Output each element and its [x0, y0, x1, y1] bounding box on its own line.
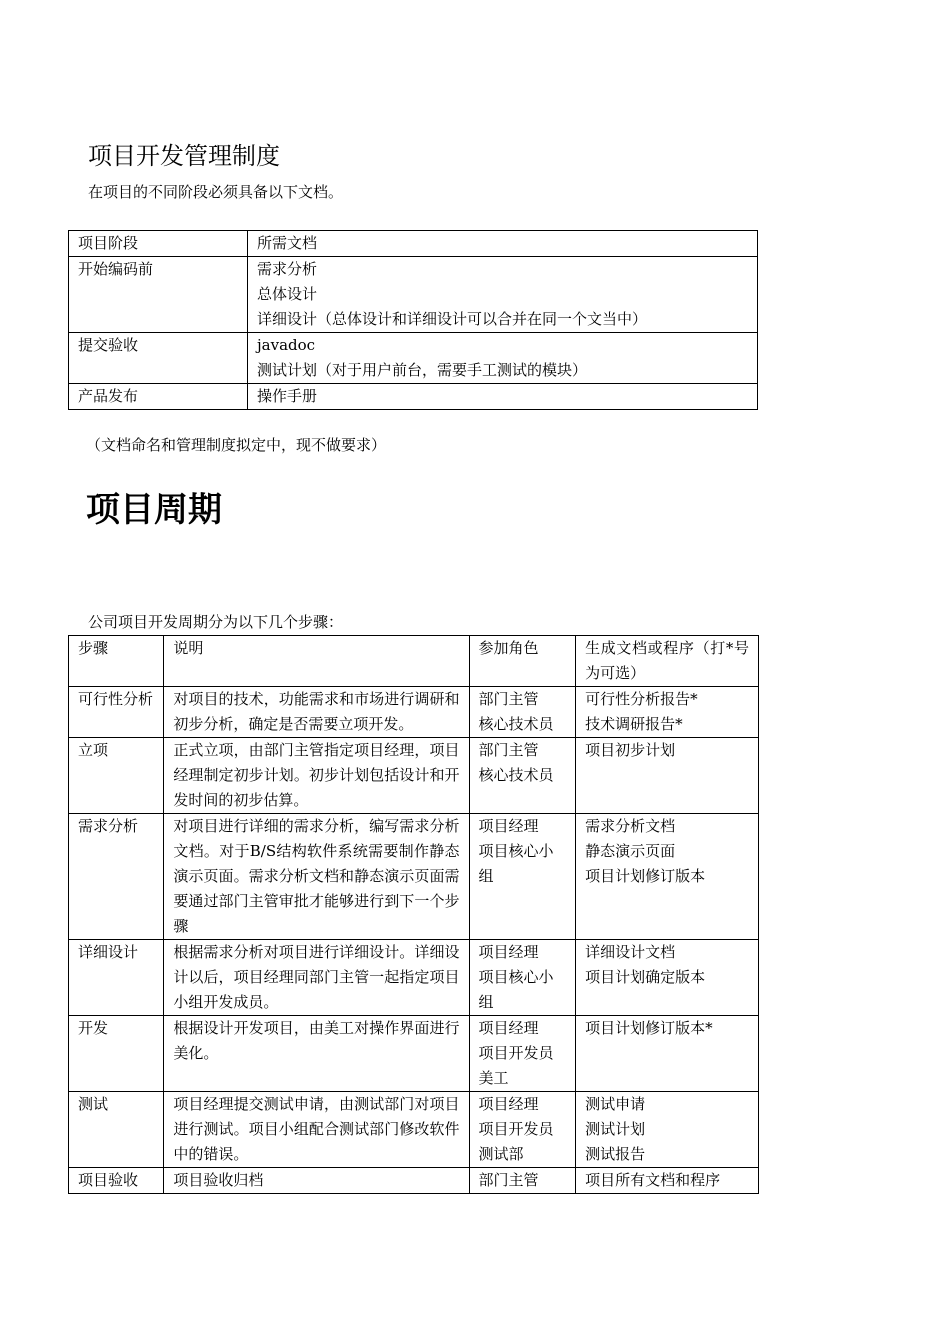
output-item: 项目计划确定版本 — [585, 968, 706, 986]
roles-cell — [469, 1016, 576, 1092]
role-item: 项目开发员 — [478, 1120, 554, 1138]
outputs-cell — [576, 1016, 759, 1092]
output-item: 技术调研报告* — [585, 715, 683, 733]
stage-cell: 产品发布 — [69, 384, 248, 410]
outputs-cell — [576, 940, 759, 1016]
step-cell: 立项 — [69, 738, 164, 814]
header-stage: 项目阶段 — [69, 231, 248, 257]
role-item: 项目经理 — [478, 943, 539, 961]
roles-cell — [469, 940, 576, 1016]
step-cell: 详细设计 — [69, 940, 164, 1016]
table-row — [69, 738, 759, 814]
description-cell: 根据需求分析对项目进行详细设计。详细设计以后，项目经理同部门主管一起指定项目小组开发成员。 — [164, 940, 469, 1016]
stage-cell: 开始编码前 — [69, 257, 248, 333]
section-title: 项目周期 — [86, 490, 222, 530]
role-item: 项目经理 — [478, 1019, 539, 1037]
stage-cell: 提交验收 — [69, 333, 248, 384]
table-header-row — [69, 636, 759, 687]
doc-item: javadoc — [257, 336, 316, 354]
header-roles: 参加角色 — [469, 636, 576, 687]
role-item: 项目核心小组 — [478, 842, 554, 885]
role-item: 美工 — [478, 1069, 509, 1087]
roles-cell — [469, 738, 576, 814]
output-item: 项目所有文档和程序 — [585, 1171, 721, 1189]
description-cell: 对项目进行详细的需求分析，编写需求分析文档。对于B/S结构软件系统需要制作静态演示页面。需求分析文档和静态演示页面需要通过部门主管审批才能够进行到下一个步骤 — [164, 814, 469, 940]
table-header-row — [69, 231, 758, 257]
intro-text: 在项目的不同阶段必须具备以下文档。 — [88, 183, 344, 201]
output-item: 测试申请 — [585, 1095, 646, 1113]
role-item: 部门主管 — [478, 690, 539, 708]
doc-item: 测试计划（对于用户前台，需要手工测试的模块） — [257, 361, 588, 379]
outputs-cell — [576, 687, 759, 738]
docs-cell — [248, 384, 758, 410]
output-item: 详细设计文档 — [585, 943, 676, 961]
doc-item: 操作手册 — [257, 387, 318, 405]
docs-cell — [248, 257, 758, 333]
description-cell: 根据设计开发项目，由美工对操作界面进行美化。 — [164, 1016, 469, 1092]
description-cell: 对项目的技术，功能需求和市场进行调研和初步分析，确定是否需要立项开发。 — [164, 687, 469, 738]
table-row — [69, 1016, 759, 1092]
role-item: 部门主管 — [478, 741, 539, 759]
description-cell: 项目验收归档 — [164, 1168, 469, 1194]
role-item: 项目开发员 — [478, 1044, 554, 1062]
output-item: 项目计划修订版本* — [585, 1019, 713, 1037]
role-item: 核心技术员 — [478, 715, 554, 733]
output-item: 项目计划修订版本 — [585, 867, 706, 885]
steps-body — [69, 687, 759, 1194]
doc-item: 总体设计 — [257, 285, 318, 303]
roles-cell — [469, 687, 576, 738]
role-item: 部门主管 — [478, 1171, 539, 1189]
outputs-cell — [576, 814, 759, 940]
step-cell: 项目验收 — [69, 1168, 164, 1194]
description-cell: 正式立项，由部门主管指定项目经理，项目经理制定初步计划。初步计划包括设计和开发时间的初步估算。 — [164, 738, 469, 814]
docs-cell — [248, 333, 758, 384]
roles-cell — [469, 1092, 576, 1168]
doc-item: 详细设计（总体设计和详细设计可以合并在同一个文当中） — [257, 310, 648, 328]
role-item: 测试部 — [478, 1145, 524, 1163]
outputs-cell — [576, 738, 759, 814]
step-cell: 需求分析 — [69, 814, 164, 940]
outputs-cell — [576, 1092, 759, 1168]
table-row — [69, 333, 758, 384]
document-title: 项目开发管理制度 — [88, 142, 280, 170]
table-row — [69, 384, 758, 410]
output-item: 测试计划 — [585, 1120, 646, 1138]
header-docs: 所需文档 — [248, 231, 758, 257]
output-item: 测试报告 — [585, 1145, 646, 1163]
step-cell: 开发 — [69, 1016, 164, 1092]
table-row — [69, 1168, 759, 1194]
table-row — [69, 257, 758, 333]
step-cell: 测试 — [69, 1092, 164, 1168]
section-intro: 公司项目开发周期分为以下几个步骤： — [88, 613, 344, 631]
table-row — [69, 1092, 759, 1168]
output-item: 需求分析文档 — [585, 817, 676, 835]
output-item: 静态演示页面 — [585, 842, 676, 860]
header-desc: 说明 — [164, 636, 469, 687]
outputs-cell — [576, 1168, 759, 1194]
roles-cell — [469, 814, 576, 940]
output-item: 可行性分析报告* — [585, 690, 698, 708]
role-item: 核心技术员 — [478, 766, 554, 784]
header-outputs: 生成文档或程序（打*号为可选） — [576, 636, 759, 687]
step-cell: 可行性分析 — [69, 687, 164, 738]
header-step: 步骤 — [69, 636, 164, 687]
description-cell: 项目经理提交测试申请，由测试部门对项目进行测试。项目小组配合测试部门修改软件中的错误。 — [164, 1092, 469, 1168]
doc-item: 需求分析 — [257, 260, 318, 278]
role-item: 项目经理 — [478, 1095, 539, 1113]
table-row — [69, 814, 759, 940]
project-cycle-table — [68, 635, 759, 1194]
documents-table — [68, 230, 758, 410]
role-item: 项目经理 — [478, 817, 539, 835]
output-item: 项目初步计划 — [585, 741, 676, 759]
role-item: 项目核心小组 — [478, 968, 554, 1011]
table-row — [69, 687, 759, 738]
table-row — [69, 940, 759, 1016]
note-text: （文档命名和管理制度拟定中，现不做要求） — [86, 436, 387, 454]
roles-cell — [469, 1168, 576, 1194]
